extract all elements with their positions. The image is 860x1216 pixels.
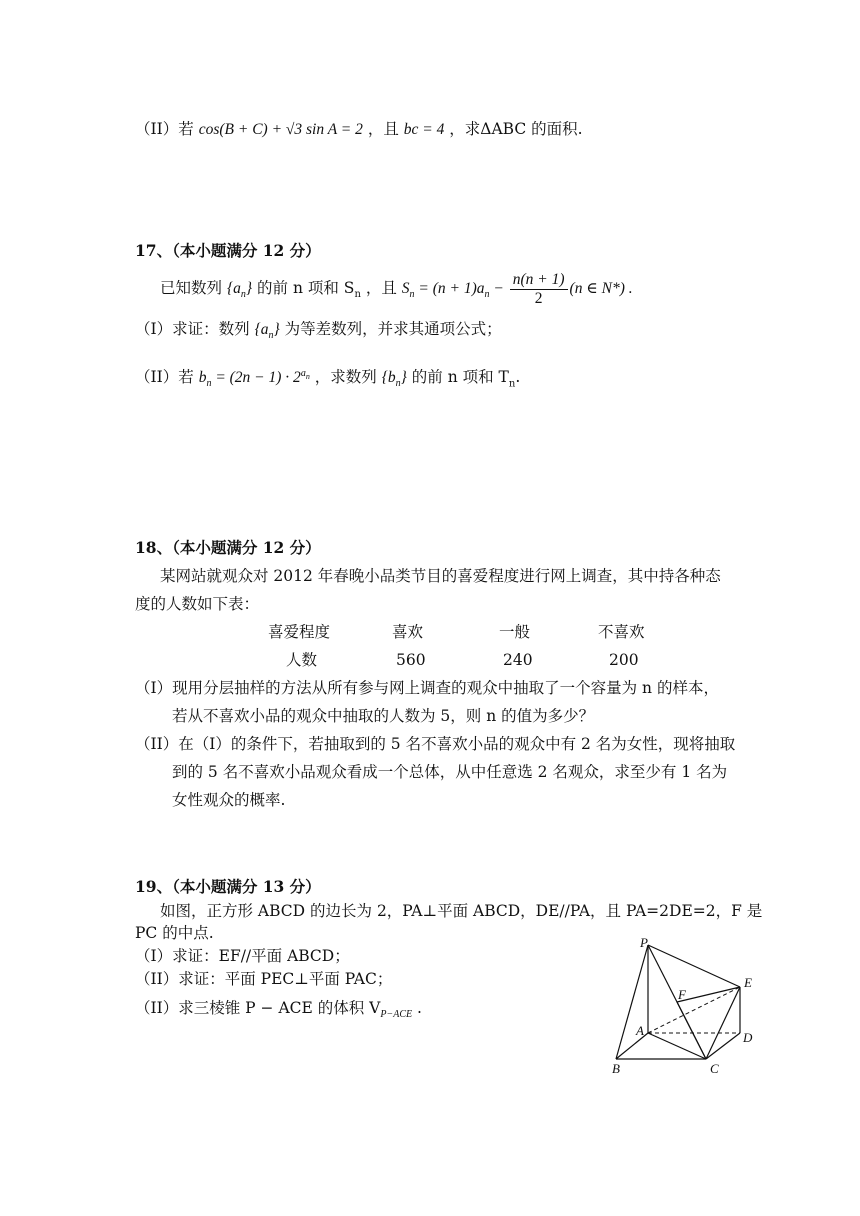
q17-part2-seq-base: {b	[381, 369, 396, 387]
q17-part2	[135, 363, 520, 395]
q18-table-header-0: 喜爱程度	[268, 623, 331, 641]
q19-title: 19、（本小题满分 13 分）	[135, 877, 321, 896]
q17-part2-exponent-base: a	[300, 368, 306, 379]
pyramid-figure-svg	[606, 935, 756, 1075]
label-e: E	[744, 975, 752, 990]
label-c: C	[710, 1061, 719, 1075]
q17-formula-lhs-sub: n	[409, 289, 415, 301]
q16-part2-connector: ，且	[367, 120, 399, 138]
q17-seq-a-close: }	[245, 280, 253, 297]
q19-intro-line-1: 如图，正方形 ABCD 的边长为 2，PA⊥平面 ABCD，DE//PA，且 PA=2DE=2，F 是	[160, 902, 763, 920]
edge-fe	[677, 987, 740, 1002]
q17-fraction	[510, 271, 568, 308]
q18-intro-line-2: 度的人数如下表：	[135, 595, 260, 613]
q17-title: 17、（本小题满分 12 分）	[135, 241, 321, 260]
q19-part1: （I）求证：EF//平面 ABCD；	[135, 947, 350, 965]
q17-seq-a-sub: n	[240, 289, 246, 301]
q16-part2-question: ，求ΔABC 的面积.	[449, 120, 583, 138]
edge-pe	[648, 945, 740, 987]
q17-part1	[135, 318, 502, 347]
q17-formula-mid-sub: n	[484, 289, 490, 301]
edge-ec	[706, 987, 740, 1059]
label-d: D	[743, 1030, 753, 1045]
q17-formula-minus: −	[489, 280, 508, 297]
q18-table-cell-1: 560	[396, 651, 426, 669]
q17-part1-text-b: 为等差数列，并求其通项公式；	[284, 320, 502, 338]
q17-part2-text-f: .	[515, 368, 521, 387]
q18-title: 18、（本小题满分 12 分）	[135, 538, 321, 557]
q17-part2-text-e: 的前 n 项和 T	[411, 368, 509, 387]
q19-part3-end: .	[412, 999, 422, 1017]
q17-part2-text-e-sub: n	[508, 378, 516, 390]
q17-part1-seq-close: }	[273, 321, 280, 338]
q17-part2-seq-sub: n	[395, 378, 401, 390]
q17-given	[160, 270, 633, 313]
q17-formula-tail: (n ∈ N*) .	[569, 280, 633, 297]
label-p: P	[640, 935, 648, 950]
q19-part2: （II）求证：平面 PEC⊥平面 PAC；	[135, 970, 393, 988]
edge-cd	[706, 1033, 740, 1059]
q18-table-header-3: 不喜欢	[598, 623, 645, 641]
label-a: A	[636, 1023, 644, 1038]
q17-part2-seq	[381, 369, 407, 390]
q17-fraction-numerator: n(n + 1)	[510, 271, 568, 290]
label-b: B	[612, 1061, 620, 1075]
pyramid-figure	[606, 935, 756, 1075]
edge-pb	[616, 945, 648, 1059]
q17-formula-lhs: S	[401, 280, 410, 297]
q16-part2-condition: bc = 4	[403, 121, 445, 138]
q17-part2-text-a: （II）若	[135, 368, 194, 387]
q17-part1-seq-base: {a	[254, 321, 269, 338]
label-f: F	[678, 987, 686, 1002]
q17-part2-seq-close: }	[400, 369, 407, 387]
q19-part3-subscript: P−ACE	[380, 1009, 413, 1021]
q19-part3	[135, 997, 422, 1026]
q18-part2-line-1: （II）在（I）的条件下，若抽取到的 5 名不喜欢小品的观众中有 2 名为女性，现将抽取	[135, 735, 736, 753]
q18-intro-line-1: 某网站就观众对 2012 年春晚小品类节目的喜爱程度进行网上调查，其中持各种态	[160, 567, 721, 585]
q17-part2-exponent	[301, 368, 310, 379]
q17-given-text-a: 已知数列	[160, 279, 223, 297]
q18-table-cell-2: 240	[503, 651, 533, 669]
q16-part2-label: （II）若	[135, 120, 194, 138]
q17-part2-exponent-sub: n	[305, 372, 310, 381]
q17-formula	[401, 270, 633, 307]
q17-part2-b-sub: n	[206, 378, 212, 390]
q17-given-text-b-sub: n	[354, 289, 361, 301]
q17-part2-text-d: ，求数列	[314, 368, 377, 387]
q17-given-text-c: ，且	[365, 279, 397, 297]
q18-part1-line-1: （I）现用分层抽样的方法从所有参与网上调查的观众中抽取了一个容量为 n 的样本，	[135, 679, 719, 697]
q17-part1-text-a: （I）求证：数列	[135, 320, 250, 338]
q17-part2-expr: = (2n − 1) · 2	[211, 369, 301, 387]
q18-table-cell-0: 人数	[286, 651, 318, 669]
q19-part3-text: （II）求三棱锥 P − ACE 的体积 V	[135, 999, 381, 1017]
q18-part1-line-2: 若从不喜欢小品的观众中抽取的人数为 5，则 n 的值为多少？	[172, 707, 595, 725]
q18-part2-line-2: 到的 5 名不喜欢小品观众看成一个总体，从中任意选 2 名观众，求至少有 1 名为	[172, 763, 728, 781]
q17-part1-seq	[254, 321, 280, 342]
q17-part2-b: b	[198, 369, 207, 387]
q17-seq-a-base: {a	[226, 280, 241, 297]
q18-table-cell-3: 200	[609, 651, 639, 669]
q16-part2-equation: cos(B + C) + √3 sin A = 2	[198, 121, 363, 138]
q18-part2-line-3: 女性观众的概率.	[172, 791, 286, 809]
q17-given-text-b: 的前 n 项和 S	[257, 279, 355, 297]
edge-ac	[648, 1033, 706, 1059]
edge-ae-hidden	[648, 987, 740, 1033]
q19-intro-line-2: PC 的中点.	[135, 924, 214, 942]
q16-part2	[135, 118, 583, 141]
q18-table-header-2: 一般	[499, 623, 531, 641]
edge-fc	[677, 1002, 706, 1059]
q17-part1-seq-sub: n	[268, 330, 274, 342]
q17-fraction-denominator: 2	[534, 289, 543, 307]
q17-seq-a	[226, 280, 253, 301]
q18-table-header-1: 喜欢	[392, 623, 424, 641]
q17-formula-mid: = (n + 1)a	[414, 280, 485, 297]
q17-part2-formula	[198, 368, 310, 390]
